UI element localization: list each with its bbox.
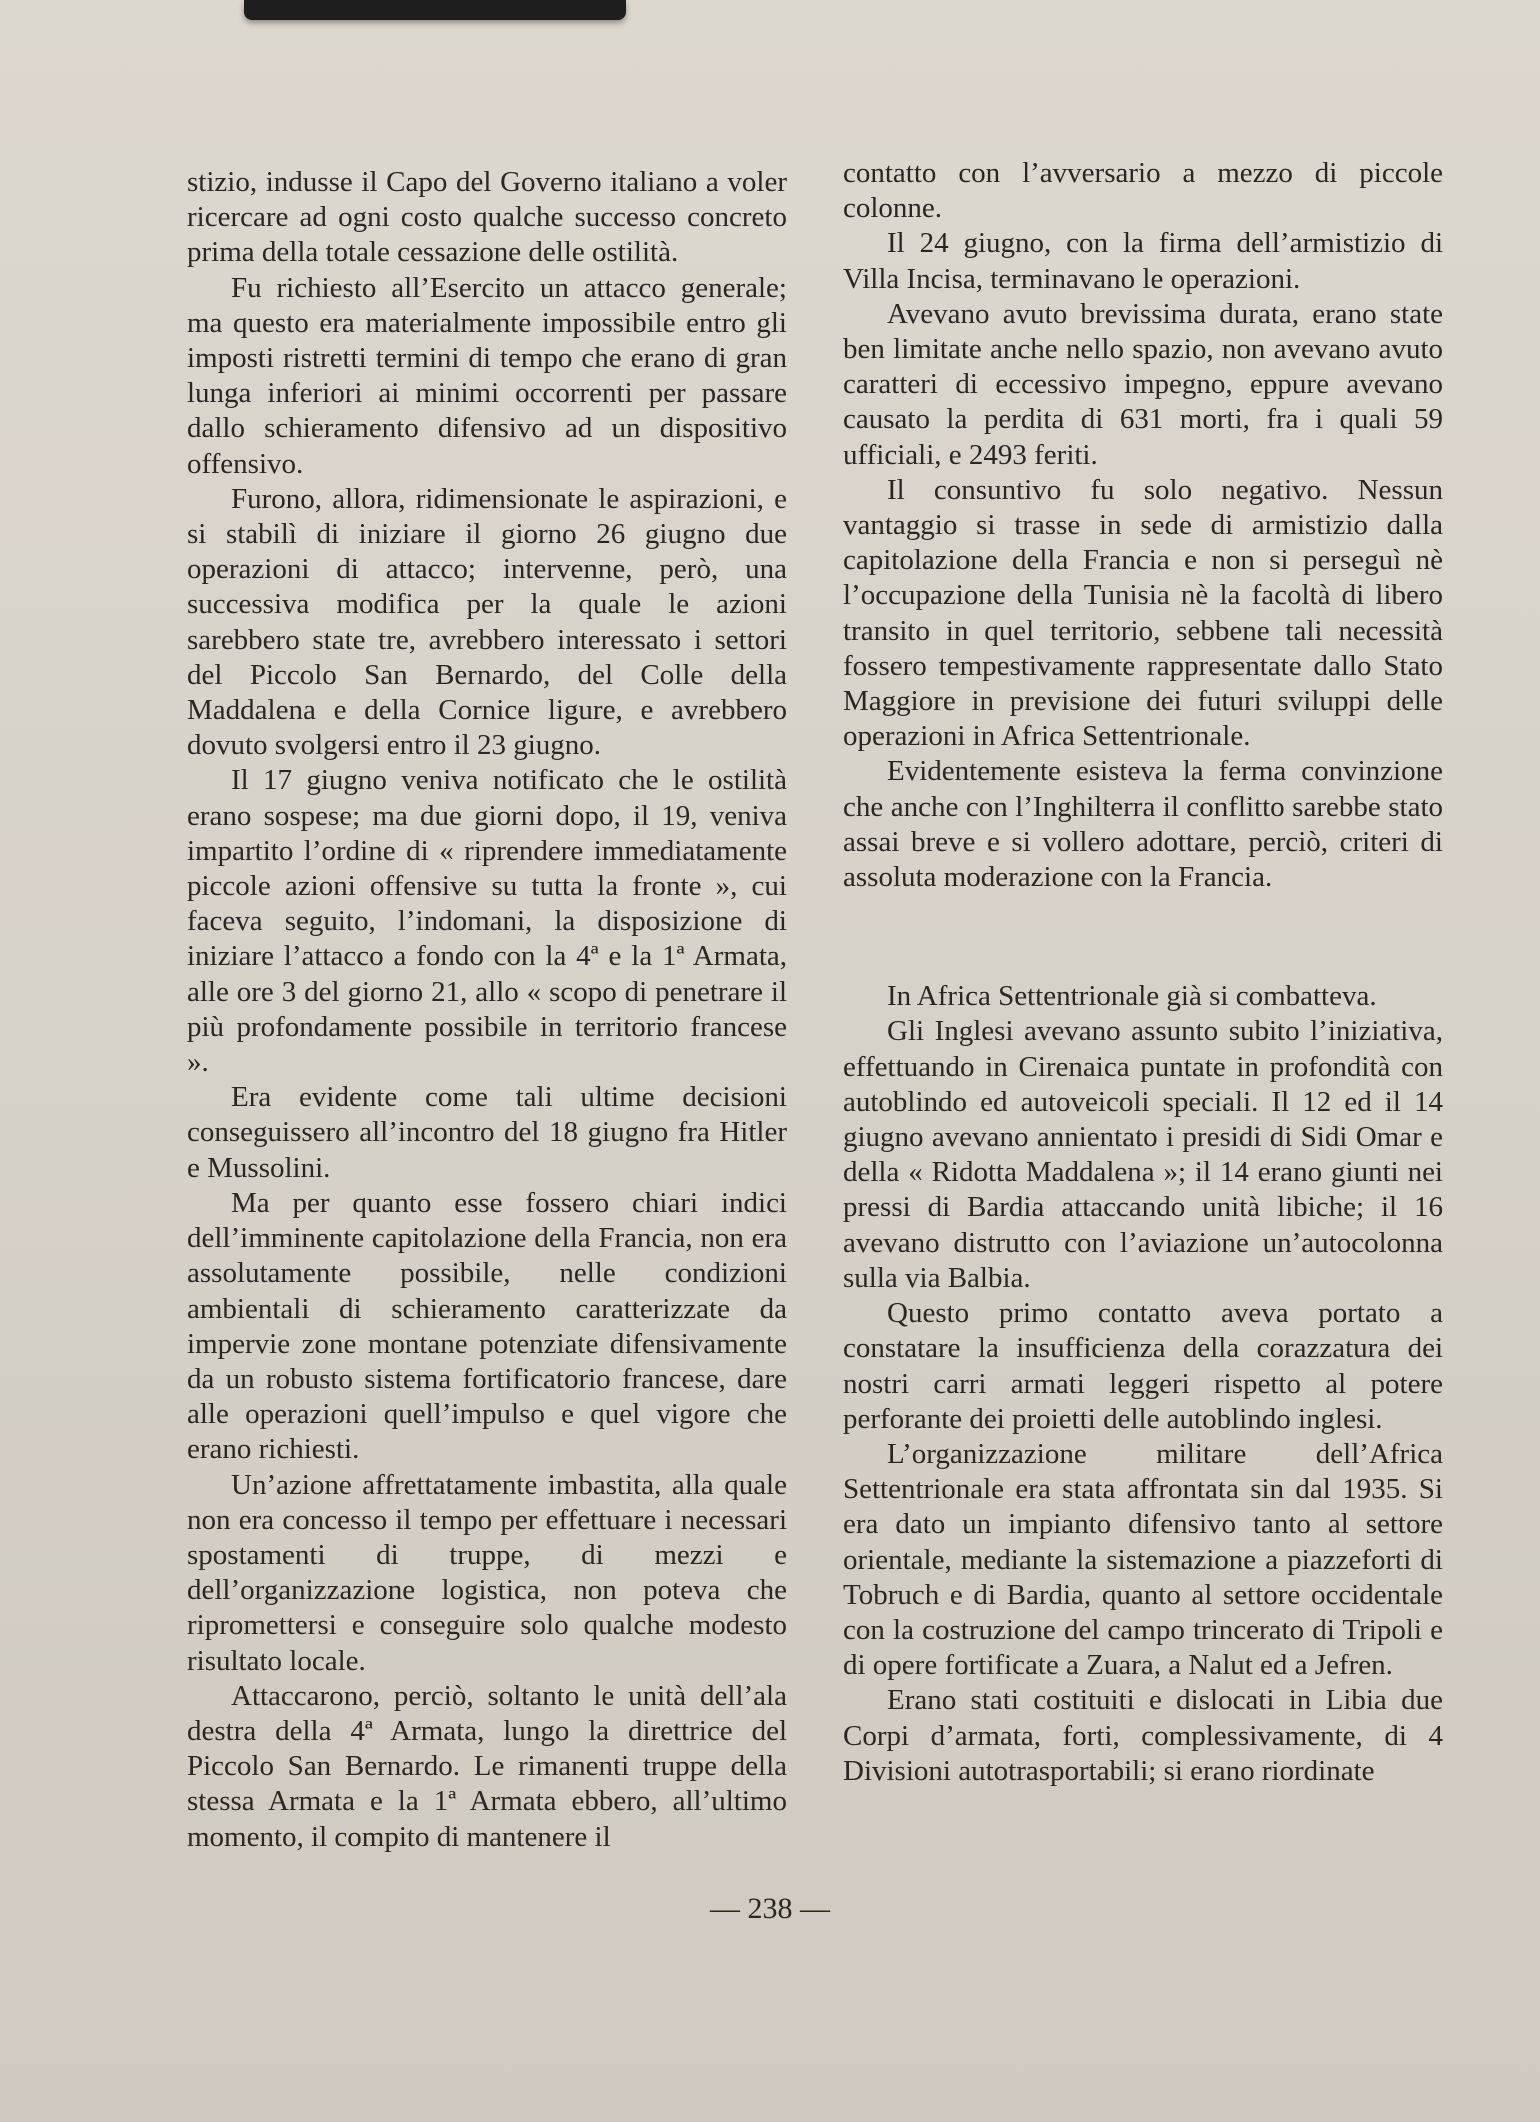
paragraph: Il 24 giugno, con la firma dell’armistizio di Villa Incisa, terminavano le operazioni.: [843, 227, 1443, 295]
left-column: [187, 165, 787, 1855]
paragraph: Avevano avuto brevissima durata, erano state ben limitate anche nello spazio, non avevano avuto caratteri di eccessivo impegno, eppure avevano causato la perdita di 631 morti, fra i quali 59 ufficiali, e 2493 feriti.: [843, 297, 1443, 471]
paragraph: Furono, allora, ridimensionate le aspirazioni, e si stabilì di iniziare il giorno 26 giugno due operazioni di attacco; intervenne, però, una successiva modifica per la quale le azioni sarebbero state tre, avrebbero interessato i settori del Piccolo San Bernardo, del Colle della Maddalena e della Cornice ligure, e avrebbero dovuto svolgersi entro il 23 giugno.: [187, 482, 787, 762]
paragraph: Erano stati costituiti e dislocati in Libia due Corpi d’armata, forti, complessivamente, di 4 Divisioni autotrasportabili; si erano riordinate: [843, 1684, 1443, 1787]
paragraph: In Africa Settentrionale già si combatteva.: [887, 980, 1377, 1013]
paragraph: Evidentemente esisteva la ferma convinzione che anche con l’Inghilterra il conflitto sarebbe stato assai breve e si vollero adottare, perciò, criteri di assoluta moderazione con la Francia.: [843, 755, 1443, 894]
right-column: [843, 156, 1443, 1789]
paragraph: Ma per quanto esse fossero chiari indici dell’imminente capitolazione della Francia, non era assolutamente possibile, nelle condizioni ambientali di schieramento caratterizzate da impervie zone montane potenziate difensivamente da un robusto sistema fortificatorio francese, dare alle operazioni quell’impulso e quel vigore che erano richiesti.: [187, 1186, 787, 1466]
paragraph: Il consuntivo fu solo negativo. Nessun vantaggio si trasse in sede di armistizio dalla capitolazione della Francia e non si perseguì nè l’occupazione della Tunisia nè la facoltà di libero transito in quel territorio, sebbene tali necessità fossero tempestivamente rappresentate dallo Stato Maggiore in previsione dei futuri sviluppi delle operazioni in Africa Settentrionale.: [843, 473, 1443, 753]
paragraph: Attaccarono, perciò, soltanto le unità dell’ala destra della 4ª Armata, lungo la direttrice del Piccolo San Bernardo. Le rimanenti truppe della stessa Armata e la 1ª Armata ebbero, all’ultimo momento, il compito di mantenere il: [187, 1679, 787, 1853]
paragraph: L’organizzazione militare dell’Africa Settentrionale era stata affrontata sin dal 1935. Si era dato un impianto difensivo tanto al settore orientale, mediante la sistemazione a piazzeforti di Tobruch e di Bardia, quanto al settore occidentale con la costruzione del campo trincerato di Tripoli e di opere fortificate a Zuara, a Nalut ed a Jefren.: [843, 1437, 1443, 1682]
paragraph: Il 17 giugno veniva notificato che le ostilità erano sospese; ma due giorni dopo, il 19, veniva impartito l’ordine di « riprendere immediatamente piccole azioni offensive su tutta la fronte », cui faceva seguito, l’indomani, la disposizione di iniziare l’attacco a fondo con la 4ª e la 1ª Armata, alle ore 3 del giorno 21, allo « scopo di penetrare il più profondamente possibile in territorio francese ».: [187, 764, 787, 1079]
paragraph: contatto con l’avversario a mezzo di piccole colonne.: [843, 157, 1443, 225]
paragraph: Era evidente come tali ultime decisioni conseguissero all’incontro del 18 giugno fra Hitler e Mussolini.: [187, 1081, 787, 1184]
paragraph: Fu richiesto all’Esercito un attacco generale; ma questo era materialmente impossibile entro gli imposti ristretti termini di tempo che erano di gran lunga inferiori ai minimi occorrenti per passare dallo schieramento difensivo ad un dispositivo offensivo.: [187, 271, 787, 480]
paragraph: Un’azione affrettatamente imbastita, alla quale non era concesso il tempo per effettuare i necessari spostamenti di truppe, di mezzi e dell’organizzazione logistica, non poteva che ripromettersi e conseguire solo qualche modesto risultato locale.: [187, 1468, 787, 1677]
paragraph: Questo primo contatto aveva portato a constatare la insufficienza della corazzatura dei nostri carri armati leggeri rispetto al potere perforante dei proietti delle autoblindo inglesi.: [843, 1297, 1443, 1435]
page-number: — 238 —: [710, 1892, 830, 1925]
paragraph: stizio, indusse il Capo del Governo italiano a voler ricercare ad ogni costo qualche successo concreto prima della totale cessazione delle ostilità.: [187, 166, 787, 269]
section-break: [843, 895, 1443, 979]
paragraph: Gli Inglesi avevano assunto subito l’iniziativa, effettuando in Cirenaica puntate in profondità con autoblindo ed autoveicoli speciali. Il 12 ed il 14 giugno avevano annientato i presidi di Sidi Omar e della « Ridotta Maddalena »; il 14 erano giunti nei pressi di Bardia attaccando unità libiche; il 16 avevano distrutto con l’aviazione un’autocolonna sulla via Balbia.: [843, 1015, 1443, 1294]
binder-clip: [244, 0, 626, 20]
